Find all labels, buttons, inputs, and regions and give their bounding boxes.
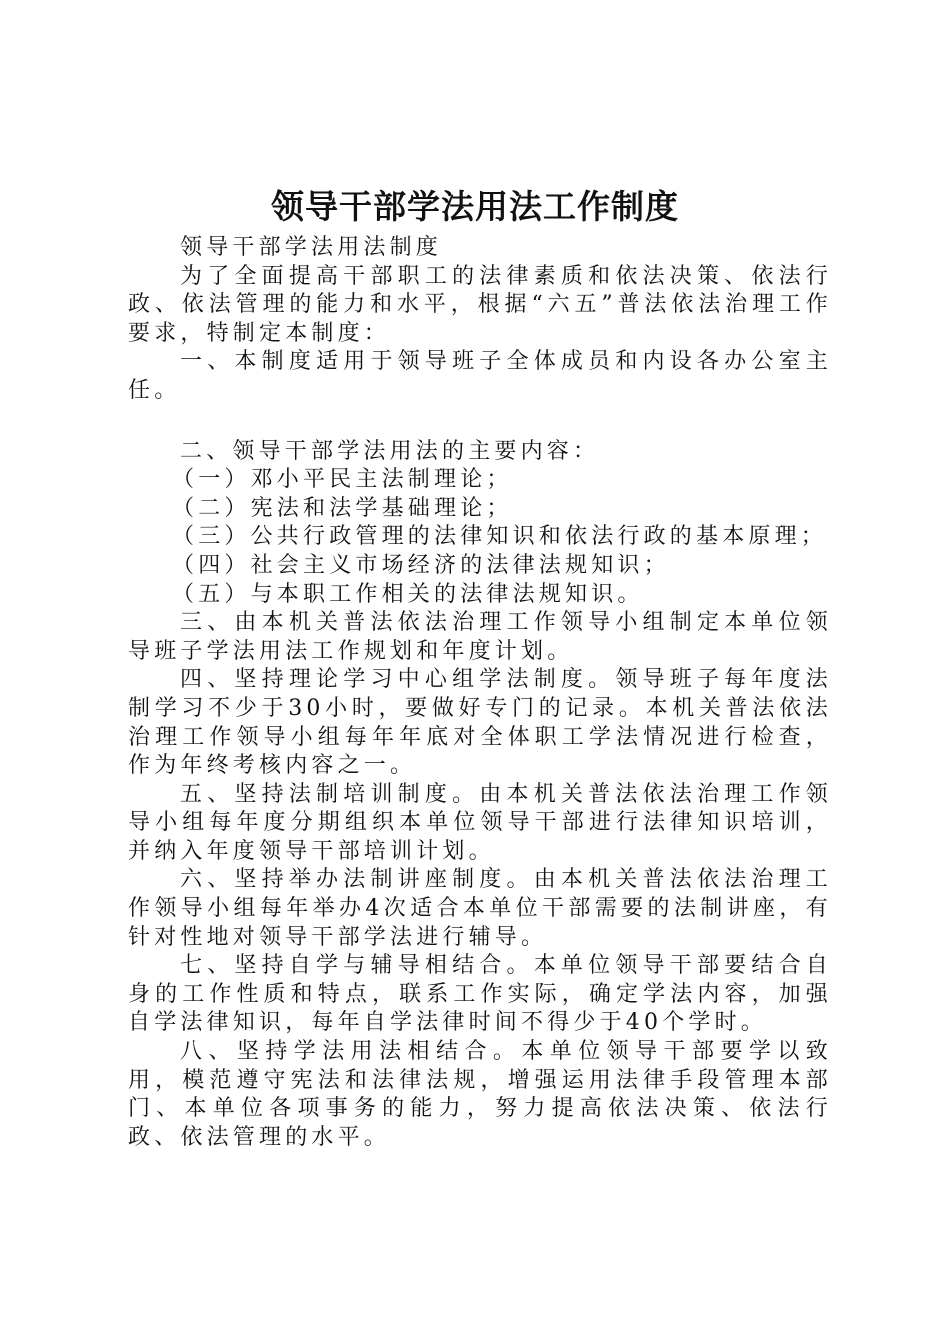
document-body	[128, 234, 832, 1152]
content-item-4: （四）社会主义市场经济的法律法规知识；	[172, 552, 670, 578]
clause-6-paragraph: 六、坚持举办法制讲座制度。由本机关普法依法治理工作领导小组每年举办4次适合本单位干部需要的法制讲座，有针对性地对领导干部学法进行辅导。	[128, 867, 832, 950]
clause-7-paragraph: 七、坚持自学与辅导相结合。本单位领导干部要结合自身的工作性质和特点，联系工作实际，确定学法内容，加强自学法律知识，每年自学法律时间不得少于40个学时。	[128, 953, 832, 1036]
clause-2-paragraph: 二、领导干部学法用法的主要内容：	[180, 438, 600, 464]
intro-paragraph: 为了全面提高干部职工的法律素质和依法决策、依法行政、依法管理的能力和水平，根据“六五”普法依法治理工作要求，特制定本制度：	[128, 263, 832, 346]
clause-8-paragraph: 八、坚持学法用法相结合。本单位领导干部要学以致用，模范遵守宪法和法律法规，增强运用法律手段管理本部门、本单位各项事务的能力，努力提高依法决策、依法行政、依法管理的水平。	[128, 1039, 832, 1150]
clause-1-paragraph: 一、本制度适用于领导班子全体成员和内设各办公室主任。	[128, 349, 832, 403]
clause-5-paragraph: 五、坚持法制培训制度。由本机关普法依法治理工作领导小组每年度分期组织本单位领导干部进行法律知识培训，并纳入年度领导干部培训计划。	[128, 781, 832, 864]
content-item-2: （二）宪法和法学基础理论；	[172, 495, 513, 521]
subtitle-paragraph: 领导干部学法用法制度	[180, 235, 443, 260]
content-item-3: （三）公共行政管理的法律知识和依法行政的基本原理；	[172, 524, 828, 550]
content-item-5: （五）与本职工作相关的法律法规知识。	[172, 581, 644, 607]
content-item-1: （一）邓小平民主法制理论；	[172, 467, 513, 493]
document-title: 领导干部学法用法工作制度	[271, 187, 679, 226]
clause-3-paragraph: 三、由本机关普法依法治理工作领导小组制定本单位领导班子学法用法工作规划和年度计划。	[128, 610, 832, 664]
clause-4-paragraph: 四、坚持理论学习中心组学法制度。领导班子每年度法制学习不少于30小时，要做好专门的记录。本机关普法依法治理工作领导小组每年年底对全体职工学法情况进行检查，作为年终考核内容之一。	[128, 667, 832, 779]
